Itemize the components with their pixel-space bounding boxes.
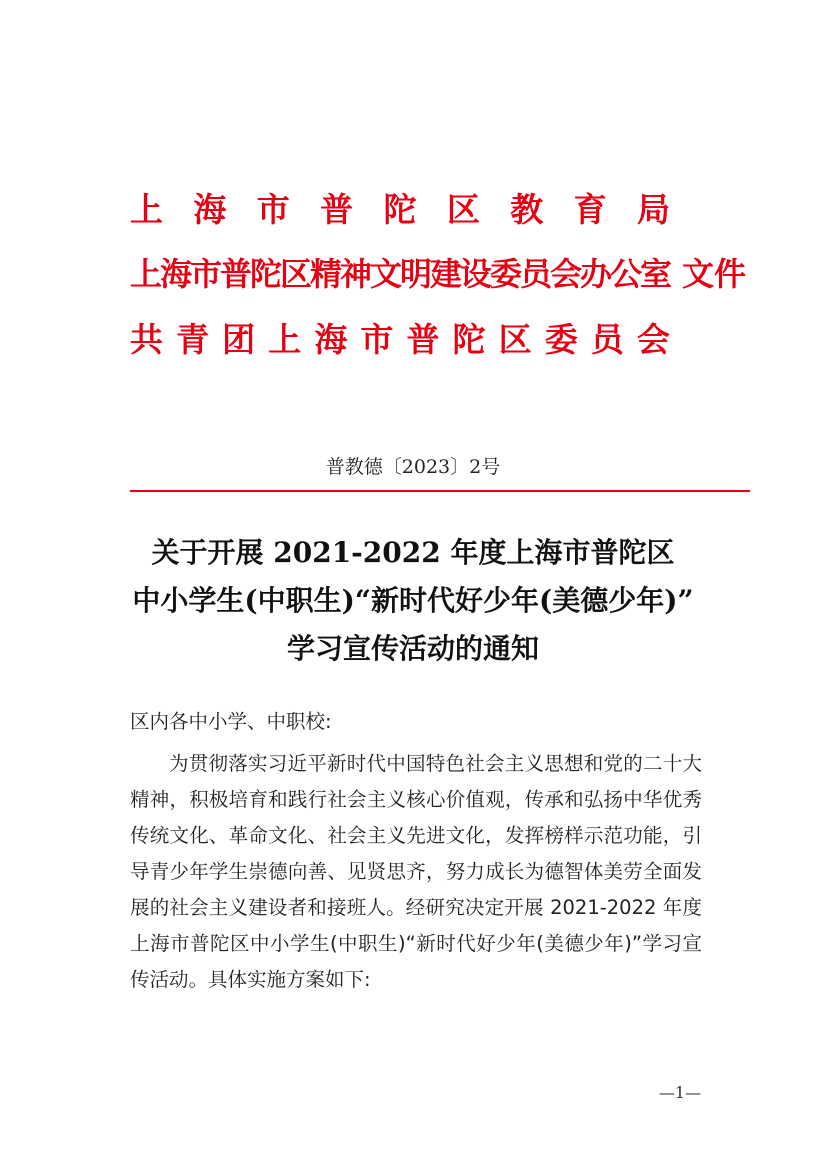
header-char: 委 — [544, 320, 578, 359]
header-char: 局 — [637, 190, 670, 229]
header-char: 陀 — [452, 320, 486, 359]
header-char: 普 — [320, 190, 354, 229]
issuer-line-2: 上海市普陀区精神文明建设委员会办公室 — [130, 255, 671, 293]
title-line-2: 中小学生(中职生)“新时代好少年(美德少年)” — [132, 584, 694, 617]
header-char: 市 — [360, 320, 394, 359]
body-paragraph: 为贯彻落实习近平新时代中国特色社会主义思想和党的二十大精神，积极培育和践行社会主义核心价值观，传承和弘扬中华优秀传统文化、革命文化、社会主义先进文化，发挥榜样示范功能，引导青少年学生崇德向善、见贤思齐，努力成长为德智体美劳全面发展的社会主义建设者和接班人。经研究决定开展 2021-2022 年度上海市普陀区中小学生(中职生)“新时代好少年(美德少年)”学习宣传活动。具体实施方案如下: — [130, 752, 702, 991]
header-char: 区 — [446, 190, 480, 229]
header-char: 普 — [406, 320, 440, 359]
issuer-line-3 — [130, 320, 670, 360]
header-char: 会 — [636, 320, 670, 359]
header-char: 区 — [498, 320, 532, 359]
header-char: 陀 — [383, 190, 417, 229]
issuer-line-1 — [130, 190, 670, 230]
title-line-3: 学习宣传活动的通知 — [286, 632, 539, 665]
header-char: 上 — [130, 190, 163, 229]
title-line-1: 关于开展 2021-2022 年度上海市普陀区 — [151, 536, 675, 569]
header-char: 市 — [256, 190, 290, 229]
red-divider-line — [130, 490, 750, 492]
salutation: 区内各中小学、中职校: — [130, 710, 332, 733]
page-number: —1— — [658, 1083, 702, 1102]
header-char: 上 — [268, 320, 302, 359]
header-char: 共 — [130, 320, 163, 359]
document-number: 普教德〔2023〕2号 — [325, 456, 501, 478]
header-char: 青 — [176, 320, 210, 359]
header-char: 教 — [510, 190, 544, 229]
header-char: 育 — [573, 190, 607, 229]
header-char: 海 — [193, 190, 227, 229]
header-char: 海 — [314, 320, 348, 359]
file-label: 文件 — [682, 255, 747, 293]
header-char: 团 — [222, 320, 256, 359]
header-char: 员 — [590, 320, 624, 359]
